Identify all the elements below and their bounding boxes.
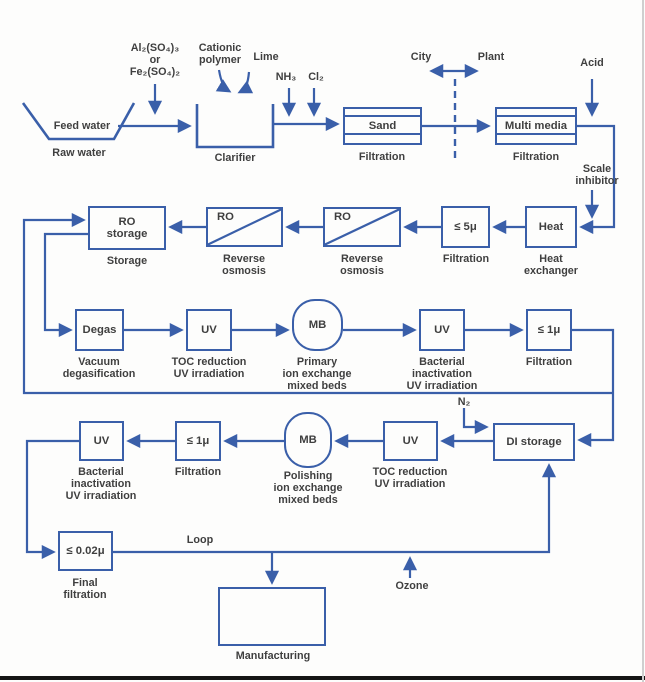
- ozone-label: Ozone: [395, 580, 429, 592]
- mb-polishing-caption-line3: mixed beds: [278, 494, 338, 506]
- manufacturing-box: [218, 587, 326, 646]
- mb-primary-caption: [283, 356, 352, 392]
- filter-1micron-label: ≤ 1μ: [537, 323, 561, 336]
- reverse-osmosis-2-label: RO: [217, 211, 234, 223]
- nitrogen-label: N₂: [457, 396, 471, 408]
- cationic-polymer-label: [199, 42, 242, 66]
- coagulant-line3: Fe₂(SO₄)₂: [129, 66, 181, 78]
- clarifier-label: Clarifier: [214, 152, 256, 164]
- mb-primary-label: MB: [308, 318, 327, 331]
- filter-5micron-label: ≤ 5μ: [454, 220, 477, 233]
- uv-bacterial-primary-caption-line2: inactivation: [411, 368, 472, 380]
- heat-exchanger-caption-line2: exchanger: [523, 265, 579, 277]
- degas-label: Degas: [82, 323, 117, 336]
- ro2-caption-line1: Reverse: [222, 253, 266, 265]
- loop-label: Loop: [186, 534, 214, 546]
- uv-bacterial-primary-caption-line1: Bacterial: [419, 356, 465, 368]
- mb-polishing-caption-line1: Polishing: [283, 470, 333, 482]
- clarifier-vessel-shape: [197, 104, 273, 147]
- heat-exchanger-caption: [524, 253, 578, 277]
- ammonia-label: NH₃: [275, 71, 297, 83]
- sand-filter-label: Sand: [368, 119, 397, 132]
- reverse-osmosis-1-box: [323, 207, 401, 247]
- arrow-lime: [240, 72, 249, 92]
- coagulant-line1: Al₂(SO₄)₃: [130, 42, 180, 54]
- ro1-caption-line2: osmosis: [340, 265, 384, 277]
- arrow-nitrogen-to-distorage: [464, 408, 486, 427]
- cationic-line2: polymer: [198, 54, 241, 66]
- filter-1micron-caption: Filtration: [525, 356, 573, 368]
- uv-bacterial-loop-caption: [66, 466, 137, 502]
- multimedia-filter-label: Multi media: [504, 119, 568, 132]
- di-storage-box: [493, 423, 575, 461]
- multimedia-filter-box: [495, 107, 577, 145]
- ro-storage-label-line1: RO: [118, 215, 136, 228]
- lime-label: Lime: [253, 51, 279, 63]
- uv-bacterial-loop-caption-line3: UV irradiation: [65, 490, 137, 502]
- uv-toc-primary-box: [186, 309, 232, 351]
- mb-polishing-box: [284, 412, 332, 468]
- final-filter-label: ≤ 0.02μ: [66, 544, 105, 557]
- chlorine-label: Cl₂: [308, 71, 324, 83]
- uv-bacterial-primary-caption-line3: UV irradiation: [406, 380, 478, 392]
- mb-polishing-label: MB: [299, 433, 317, 446]
- plant-label: Plant: [477, 51, 505, 63]
- uv-bacterial-loop-box: [79, 421, 124, 461]
- heat-exchanger-caption-line1: Heat: [539, 253, 563, 265]
- final-filter-caption-line1: Final: [72, 577, 98, 589]
- heat-exchanger-box: [525, 206, 577, 248]
- coagulant-label: [130, 42, 180, 78]
- uv-toc-primary-label: UV: [201, 323, 217, 336]
- mb-primary-caption-line2: ion exchange: [282, 368, 352, 380]
- uv-bacterial-loop-caption-line2: inactivation: [70, 478, 131, 490]
- acid-label: Acid: [580, 57, 604, 69]
- ro1-caption-line1: Reverse: [340, 253, 384, 265]
- ro-storage-caption: Storage: [106, 255, 148, 267]
- reverse-osmosis-2-caption: [222, 253, 266, 277]
- uv-bacterial-primary-label: UV: [434, 323, 450, 336]
- uv-bacterial-loop-caption-line1: Bacterial: [78, 466, 124, 478]
- filter-5micron-box: [441, 206, 490, 248]
- uv-bacterial-loop-label: UV: [93, 434, 110, 447]
- filter-1micron-loop-caption: Filtration: [174, 466, 222, 478]
- mb-polishing-caption: [274, 470, 343, 506]
- final-filter-caption-line2: filtration: [63, 589, 107, 601]
- sand-filter-box: [343, 107, 422, 145]
- ro2-caption-line2: osmosis: [222, 265, 266, 277]
- final-filter-caption: [63, 577, 106, 601]
- filter-1micron-box: [526, 309, 572, 351]
- reverse-osmosis-2-box: [206, 207, 283, 247]
- heat-exchanger-label: Heat: [538, 220, 564, 233]
- uv-toc-loop-caption-line1: TOC reduction: [372, 466, 448, 478]
- uv-toc-loop-caption-line2: UV irradiation: [374, 478, 446, 490]
- manufacturing-caption: Manufacturing: [235, 650, 311, 662]
- degas-caption: [63, 356, 136, 380]
- raw-water-label: Raw water: [52, 147, 106, 159]
- ro-storage-box: [88, 206, 166, 250]
- uv-toc-loop-box: [383, 421, 438, 461]
- filter-1micron-loop-box: [175, 421, 221, 461]
- feed-water-label: Feed water: [53, 120, 111, 132]
- scale-inhibitor-line1: Scale: [582, 163, 612, 175]
- mb-primary-caption-line3: mixed beds: [287, 380, 347, 392]
- uv-toc-loop-caption: [373, 466, 448, 490]
- multimedia-filtration-caption: Filtration: [512, 151, 560, 163]
- page-right-edge: [642, 0, 644, 682]
- degas-caption-line2: degasification: [62, 368, 136, 380]
- coagulant-line2: or: [149, 54, 161, 66]
- scale-inhibitor-label: [575, 163, 618, 187]
- uv-toc-primary-caption-line1: TOC reduction: [171, 356, 247, 368]
- cationic-line1: Cationic: [198, 42, 242, 54]
- uv-toc-loop-label: UV: [402, 434, 419, 447]
- ro-storage-label-line2: storage: [106, 228, 148, 240]
- filter-1micron-loop-label: ≤ 1μ: [186, 434, 210, 447]
- mb-polishing-caption-line2: ion exchange: [273, 482, 343, 494]
- degas-box: [75, 309, 124, 351]
- mb-primary-caption-line1: Primary: [296, 356, 338, 368]
- mb-primary-box: [292, 299, 343, 351]
- reverse-osmosis-1-caption: [340, 253, 384, 277]
- reverse-osmosis-1-label: RO: [334, 211, 351, 223]
- filter5-caption: Filtration: [442, 253, 490, 265]
- page-footer-rule: [0, 676, 645, 680]
- uv-toc-primary-caption: [172, 356, 247, 380]
- arrow-cationic-polymer: [219, 70, 229, 91]
- line-filter1-to-distorage: [572, 330, 613, 440]
- degas-caption-line1: Vacuum: [78, 356, 120, 368]
- sand-filtration-caption: Filtration: [358, 151, 406, 163]
- scale-inhibitor-line2: inhibitor: [575, 175, 619, 187]
- uv-bacterial-primary-box: [419, 309, 465, 351]
- final-filter-box: [58, 531, 113, 571]
- di-storage-label: DI storage: [506, 435, 562, 448]
- uv-bacterial-primary-caption: [407, 356, 478, 392]
- uv-toc-primary-caption-line2: UV irradiation: [173, 368, 245, 380]
- city-label: City: [410, 51, 432, 63]
